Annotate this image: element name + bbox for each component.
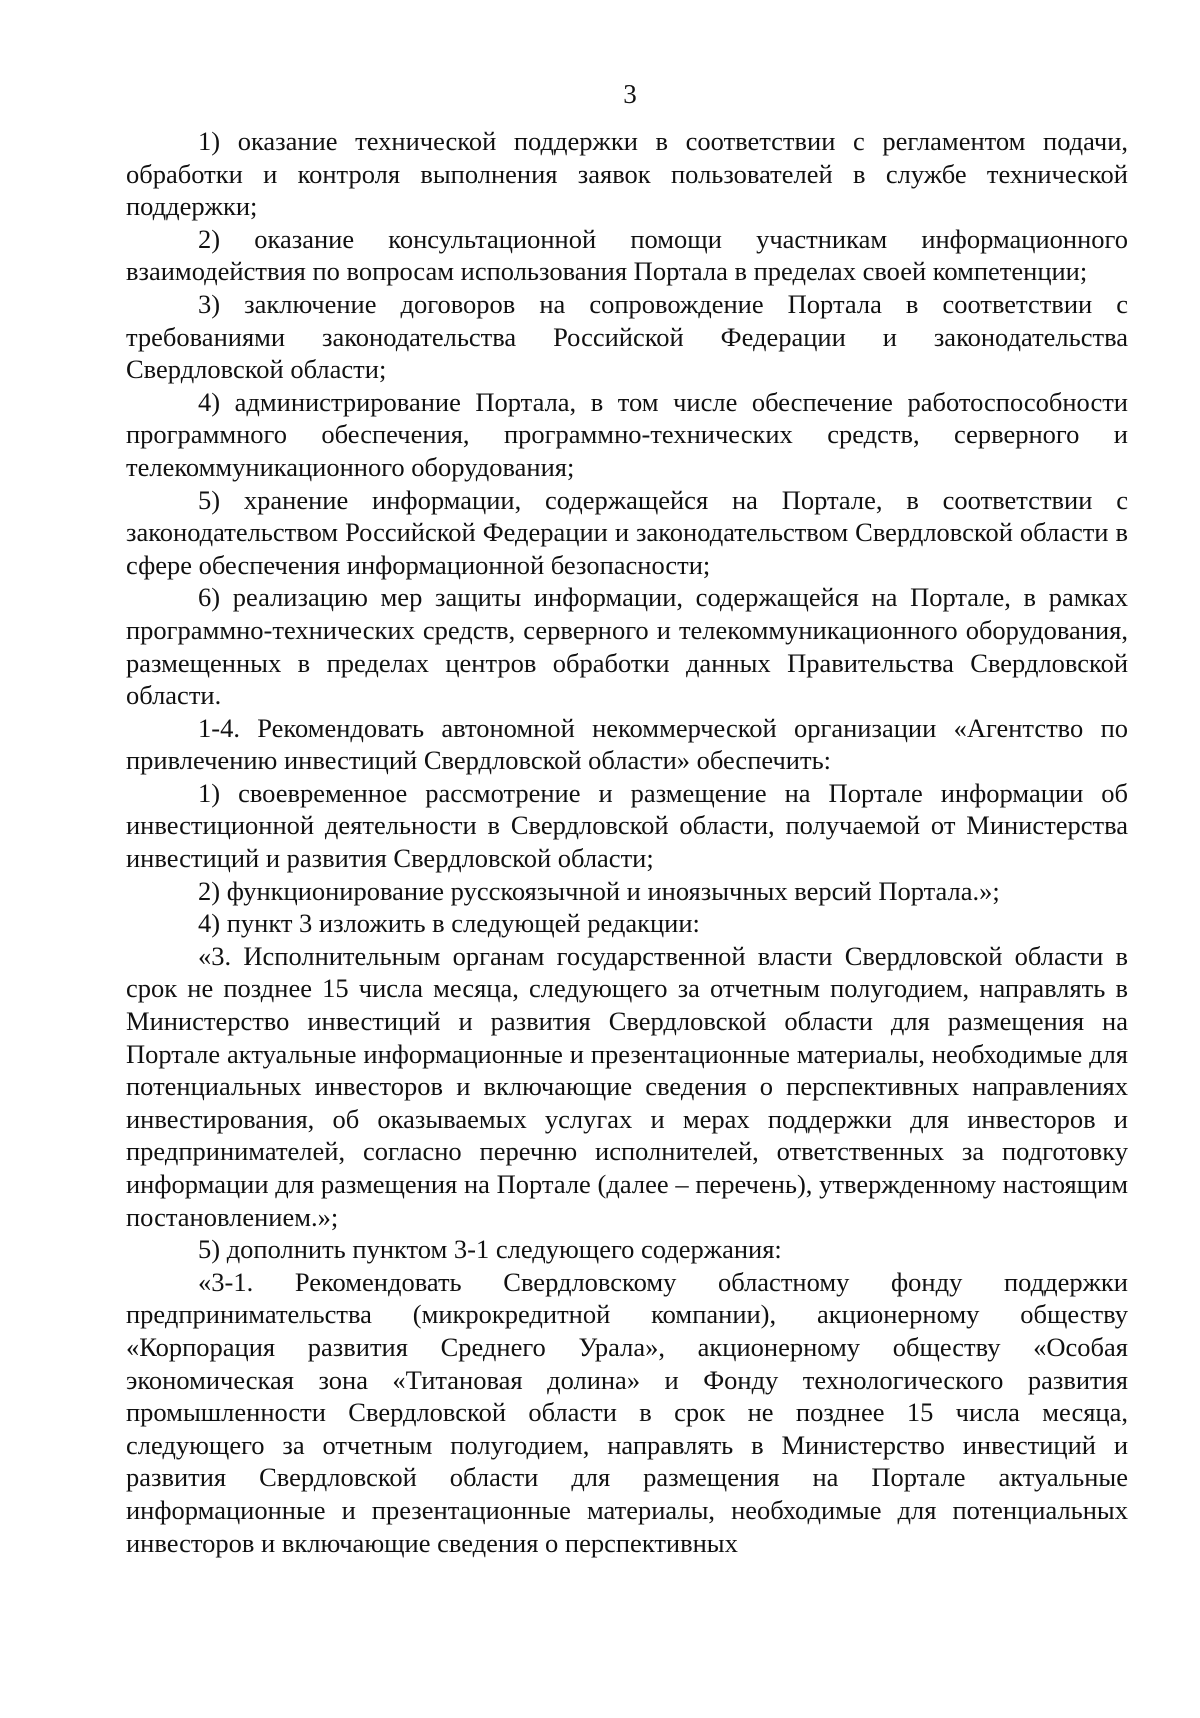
paragraph: 1) своевременное рассмотрение и размещение на Портале информации об инвестиционной деятельности в Свердловской области, получаемой от Министерства инвестиций и развития Свердловской области; xyxy=(126,777,1128,874)
paragraph: 5) дополнить пунктом 3-1 следующего содержания: xyxy=(198,1234,782,1265)
paragraph: 4) администрирование Портала, в том числе обеспечение работоспособности программного обеспечения, программно-технических средств, серверного и телекоммуникационного оборудования; xyxy=(126,386,1128,482)
paragraph: 1-4. Рекомендовать автономной некоммерческой организации «Агентство по привлечению инвестиций Свердловской области» обеспечить: xyxy=(126,712,1128,776)
document-body xyxy=(126,125,1128,1559)
paragraph: «3-1. Рекомендовать Свердловскому областному фонду поддержки предпринимательства (микрокредитной компании), акционерному обществу «Корпорация развития Среднего Урала», акционерному обществу «Особая экономическая зона «Титановая долина» и Фонду технологического развития промышленности Свердловской области в срок не позднее 15 числа месяца, следующего за отчетным полугодием, направлять в Министерство инвестиций и развития Свердловской области для размещения на Портале актуальные информационные и презентационные материалы, необходимые для потенциальных инвесторов и включающие сведения о перспективных xyxy=(126,1266,1128,1558)
paragraph: 1) оказание технической поддержки в соответствии с регламентом подачи, обработки и контроля выполнения заявок пользователей в службе технической поддержки; xyxy=(126,126,1128,222)
paragraph: 6) реализацию мер защиты информации, содержащейся на Портале, в рамках программно-технических средств, серверного и телекоммуникационного оборудования, размещенных в пределах центров обработки данных Правительства Свердловской области. xyxy=(126,582,1128,711)
paragraph: 5) хранение информации, содержащейся на Портале, в соответствии с законодательством Российской Федерации и законодательством Свердловской области в сфере обеспечения информационной безопасности; xyxy=(126,484,1128,580)
paragraph: 2) оказание консультационной помощи участникам информационного взаимодействия по вопросам использования Портала в пределах своей компетенции; xyxy=(126,223,1128,287)
paragraph: 3) заключение договоров на сопровождение Портала в соответствии с требованиями законодательства Российской Федерации и законодательства Свердловской области; xyxy=(126,288,1128,385)
page-number: 3 xyxy=(623,79,637,109)
paragraph: 2) функционирование русскоязычной и иноязычных версий Портала.»; xyxy=(198,875,1000,906)
paragraph: 4) пункт 3 изложить в следующей редакции: xyxy=(198,908,700,939)
paragraph: «3. Исполнительным органам государственной власти Свердловской области в срок не позднее 15 числа месяца, следующего за отчетным полугодием, направлять в Министерство инвестиций и развития Свердловской области для размещения на Портале актуальные информационные и презентационные материалы, необходимые для потенциальных инвесторов и включающие сведения о перспективных направлениях инвестирования, об оказываемых услугах и мерах поддержки для инвесторов и предпринимателей, согласно перечню исполнителей, ответственных за подготовку информации для размещения на Портале (далее – перечень), утвержденному настоящим постановлением.»; xyxy=(126,940,1128,1232)
